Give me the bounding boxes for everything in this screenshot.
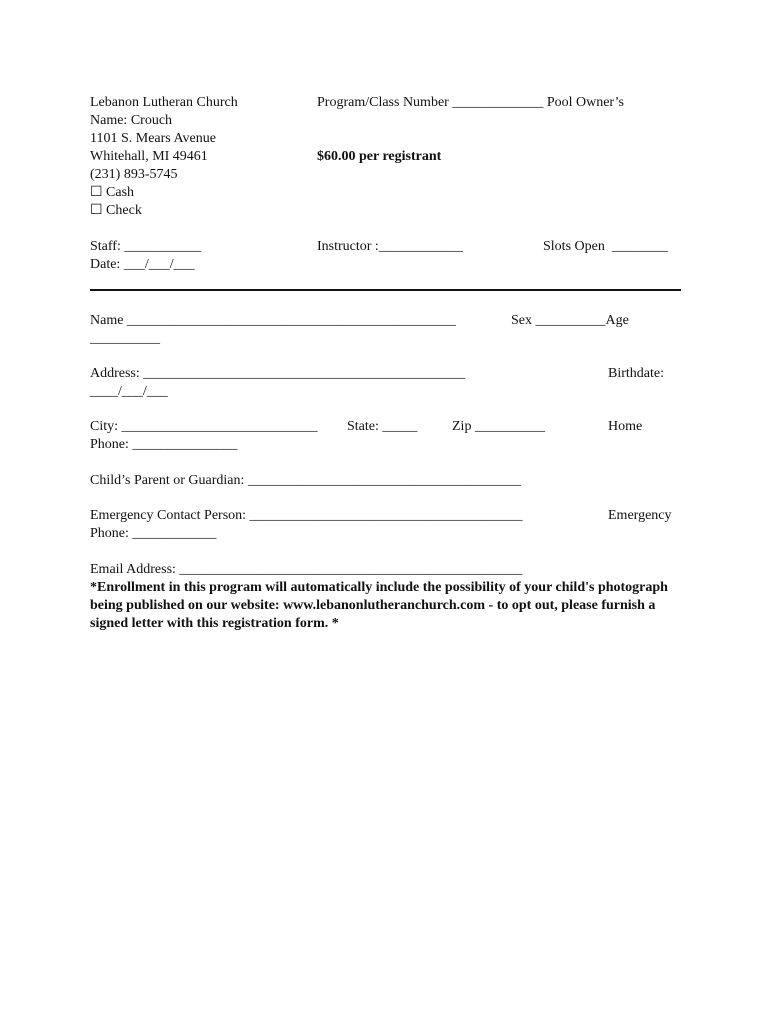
age-blank[interactable]: __________ — [90, 331, 160, 346]
payment-cash-checkbox[interactable]: ☐ Cash — [90, 185, 135, 200]
zip-field[interactable]: Zip __________ — [452, 419, 545, 434]
contact-name: Name: Crouch — [90, 113, 173, 128]
instructor-field[interactable]: Instructor :____________ — [317, 239, 463, 254]
price-per-registrant: $60.00 per registrant — [317, 149, 442, 164]
photo-consent-notice: *Enrollment in this program will automatically include the possibility of your child's photograph being published on our website: www.lebanonlutheranchurch.com - to opt out, please furnish a signed letter with this registration form. * — [90, 580, 668, 631]
home-label: Home — [608, 419, 643, 434]
section-divider — [90, 289, 681, 291]
payment-check-checkbox[interactable]: ☐ Check — [90, 203, 142, 218]
program-class-number-field[interactable]: Program/Class Number _____________ Pool Owner’s — [317, 95, 624, 110]
state-field[interactable]: State: _____ — [347, 419, 418, 434]
emergency-phone-field[interactable]: Phone: ____________ — [90, 526, 217, 541]
birthdate-field[interactable]: ____/___/___ — [90, 384, 168, 399]
city-field[interactable]: City: ____________________________ — [90, 419, 318, 434]
emergency-contact-field[interactable]: Emergency Contact Person: _______________________________________ — [90, 508, 523, 523]
date-field[interactable]: Date: ___/___/___ — [90, 257, 195, 272]
city-state-zip: Whitehall, MI 49461 — [90, 149, 208, 164]
phone-number: (231) 893-5745 — [90, 167, 178, 182]
sex-age-field[interactable]: Sex __________Age — [511, 313, 629, 328]
org-name: Lebanon Lutheran Church — [90, 95, 238, 110]
emergency-label: Emergency — [608, 508, 672, 523]
guardian-field[interactable]: Child’s Parent or Guardian: _______________________________________ — [90, 473, 521, 488]
name-field[interactable]: Name _______________________________________________ — [90, 313, 456, 328]
street-address: 1101 S. Mears Avenue — [90, 131, 216, 146]
slots-open-field[interactable]: Slots Open ________ — [543, 239, 668, 254]
email-field[interactable]: Email Address: _________________________________________________ — [90, 562, 523, 577]
address-field[interactable]: Address: ______________________________________________ — [90, 366, 466, 381]
staff-field[interactable]: Staff: ___________ — [90, 239, 202, 254]
birthdate-label: Birthdate: — [608, 366, 664, 381]
home-phone-field[interactable]: Phone: _______________ — [90, 437, 238, 452]
